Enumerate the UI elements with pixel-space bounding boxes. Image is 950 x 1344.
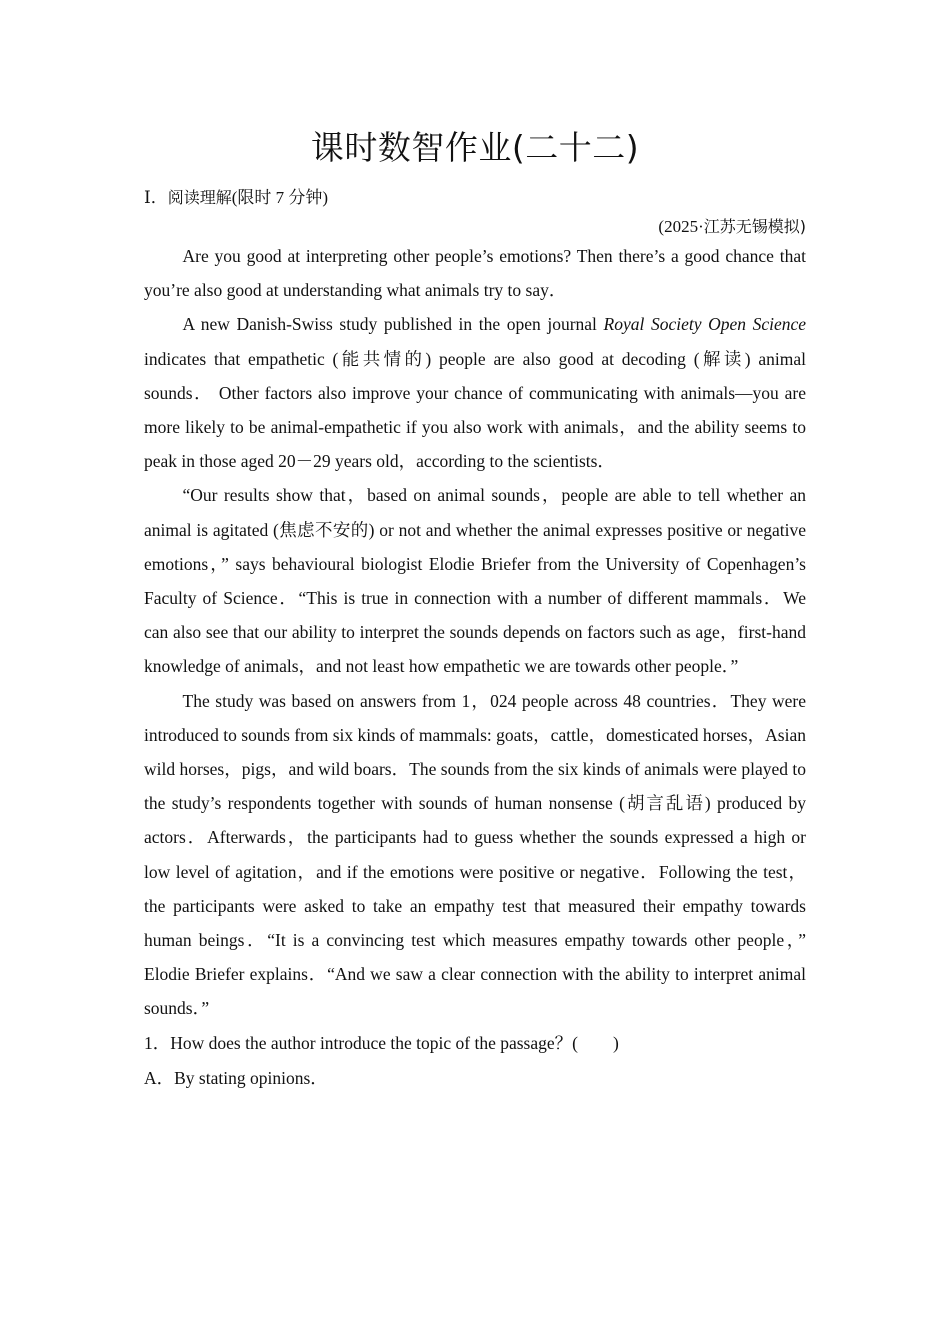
paragraph-2-rest: indicates that empathetic (能共情的) people are also good at decoding (解读) animal sounds． Other factors also improve your chance of communicating with animals—you are more likely to be animal-empathetic if you also work with animals，and the ability seems to peak in those aged 20－29 years old，according to the scientists． (144, 348, 806, 472)
paragraph-2-start: A new Danish-Swiss study published in the open journal (182, 314, 604, 335)
section-name: 阅读理解 (167, 188, 232, 207)
paragraph-2 (144, 307, 806, 478)
paragraph-3: “Our results show that，based on animal sounds，people are able to tell whether an animal is agitated (焦虑不安的) or not and whether the animal expresses positive or negative emotions，” says behavioural biologist Elodie Briefer from the University of Copenhagen’s Faculty of Science．“This is true in connection with a number of different mammals．We can also see that our ability to interpret the sounds depends on factors such as age，first-hand knowledge of animals，and not least how empathetic we are towards other people．” (144, 485, 806, 677)
question-1-option-a: A．By stating opinions． (144, 1067, 328, 1088)
journal-name: Royal Society Open Science (603, 314, 807, 335)
source-year: (2025 (658, 217, 699, 236)
section-note: (限时 7 分钟) (231, 188, 329, 207)
document-page (144, 120, 806, 1096)
section-heading (144, 186, 806, 210)
source-dot: · (698, 217, 704, 236)
source-label: 江苏无锡模拟) (703, 217, 806, 236)
section-numeral: Ⅰ． (144, 188, 168, 207)
paragraph-4: The study was based on answers from 1，024 people across 48 countries．They were introduced to sounds from six kinds of mammals: goats，cattle，domesticated horses，Asian wild horses，pigs，and wild boars．The sounds from the six kinds of animals were played to the study’s respondents together with sounds of human nonsense (胡言乱语) produced by actors．Afterwards，the participants had to guess whether the sounds expressed a high or low level of agitation，and if the emotions were positive or negative．Following the test，the participants were asked to take an empathy test that measured their empathy towards human beings．“It is a convincing test which measures empathy towards other people，” Elodie Briefer explains．“And we saw a clear connection with the ability to interpret animal sounds．” (144, 690, 806, 1019)
question-1-stem: 1．How does the author introduce the topic of the passage？( ) (144, 1032, 619, 1053)
paragraph-1: Are you good at interpreting other people’s emotions? Then there’s a good chance that you’re also good at understanding what animals try to say． (144, 246, 806, 301)
page-title: 课时数智作业(二十二) (310, 128, 640, 167)
source-note (144, 215, 806, 239)
